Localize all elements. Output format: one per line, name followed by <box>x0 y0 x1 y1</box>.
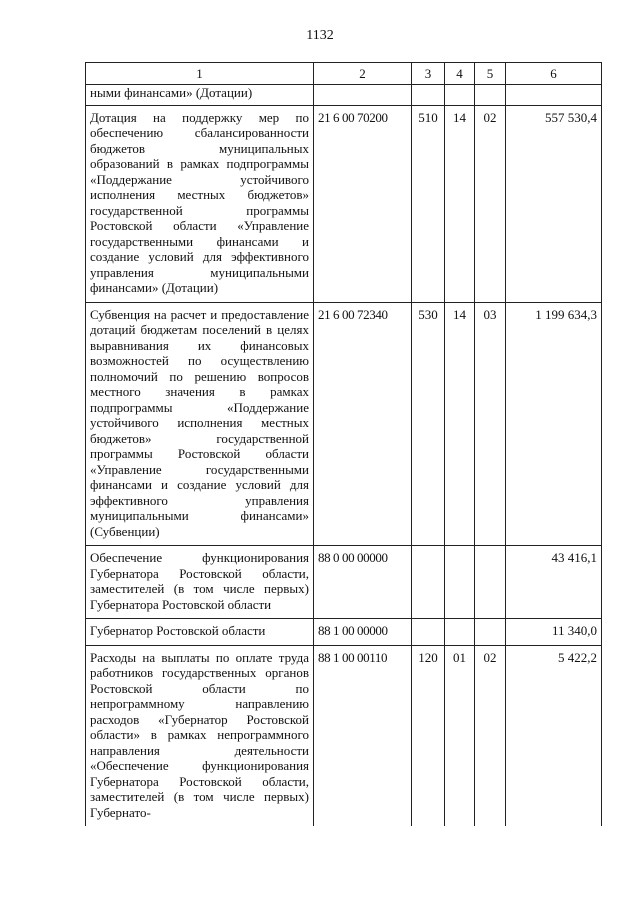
row-code <box>314 85 412 106</box>
row-sum: 557 530,4 <box>506 105 602 302</box>
row-pr: 02 <box>475 105 506 302</box>
table-row <box>86 619 602 646</box>
row-name: Субвенция на расчет и предоставление дотаций бюджетам поселений в целях выравнивания их финансовых возможностей по осуществлению полномочий по решению вопросов местного значения в рамках подпрограммы «Поддержание устойчивого исполнения местных бюджетов» государственной программы Ростовской области «Управление государственными финансами и создание условий для эффективного управления муниципальными финансами» (Субвенции) <box>86 302 314 546</box>
row-code: 21 6 00 72340 <box>314 302 412 546</box>
column-header-1: 1 <box>86 63 314 85</box>
row-rz: 14 <box>445 302 475 546</box>
row-name: Обеспечение функционирования Губернатора Ростовской области, заместителей (в том числе первых) Губернатора Ростовской области <box>86 546 314 619</box>
column-header-4: 4 <box>445 63 475 85</box>
row-name: Губернатор Ростовской области <box>86 619 314 646</box>
row-rz: 14 <box>445 105 475 302</box>
row-code: 21 6 00 70200 <box>314 105 412 302</box>
row-name: ными финансами» (Дотации) <box>86 85 314 106</box>
row-rz <box>445 619 475 646</box>
row-vr: 120 <box>412 645 445 826</box>
column-header-3: 3 <box>412 63 445 85</box>
row-name: Расходы на выплаты по оплате труда работников государственных органов Ростовской области по непрограммному направлению расходов «Губернатор Ростовской области» в рамках непрограммного направления деятельности «Обеспечение функционирования Губернатора Ростовской области, заместителей (в том числе первых) Губернато- <box>86 645 314 826</box>
row-pr <box>475 619 506 646</box>
row-code: 88 1 00 00000 <box>314 619 412 646</box>
row-vr <box>412 619 445 646</box>
row-sum: 43 416,1 <box>506 546 602 619</box>
row-vr: 510 <box>412 105 445 302</box>
row-rz <box>445 85 475 106</box>
budget-table <box>85 62 602 826</box>
table-row <box>86 302 602 546</box>
row-pr <box>475 546 506 619</box>
row-sum <box>506 85 602 106</box>
column-header-6: 6 <box>506 63 602 85</box>
row-sum: 1 199 634,3 <box>506 302 602 546</box>
table-row <box>86 105 602 302</box>
row-sum: 5 422,2 <box>506 645 602 826</box>
row-name: Дотация на поддержку мер по обеспечению сбалансированности бюджетов муниципальных образований в рамках подпрограммы «Поддержание устойчивого исполнения местных бюджетов» государственной программы Ростовской области «Управление государственными финансами и создание условий для эффективного управления муниципальными финансами» (Дотации) <box>86 105 314 302</box>
row-rz: 01 <box>445 645 475 826</box>
row-vr <box>412 85 445 106</box>
table-row <box>86 85 602 106</box>
row-rz <box>445 546 475 619</box>
table-row <box>86 546 602 619</box>
row-code: 88 0 00 00000 <box>314 546 412 619</box>
row-vr: 530 <box>412 302 445 546</box>
table-row <box>86 645 602 826</box>
row-pr: 02 <box>475 645 506 826</box>
column-header-5: 5 <box>475 63 506 85</box>
row-pr <box>475 85 506 106</box>
row-pr: 03 <box>475 302 506 546</box>
column-header-2: 2 <box>314 63 412 85</box>
row-code: 88 1 00 00110 <box>314 645 412 826</box>
page-number: 1132 <box>306 28 334 43</box>
row-sum: 11 340,0 <box>506 619 602 646</box>
row-vr <box>412 546 445 619</box>
table-header-row <box>86 63 602 85</box>
